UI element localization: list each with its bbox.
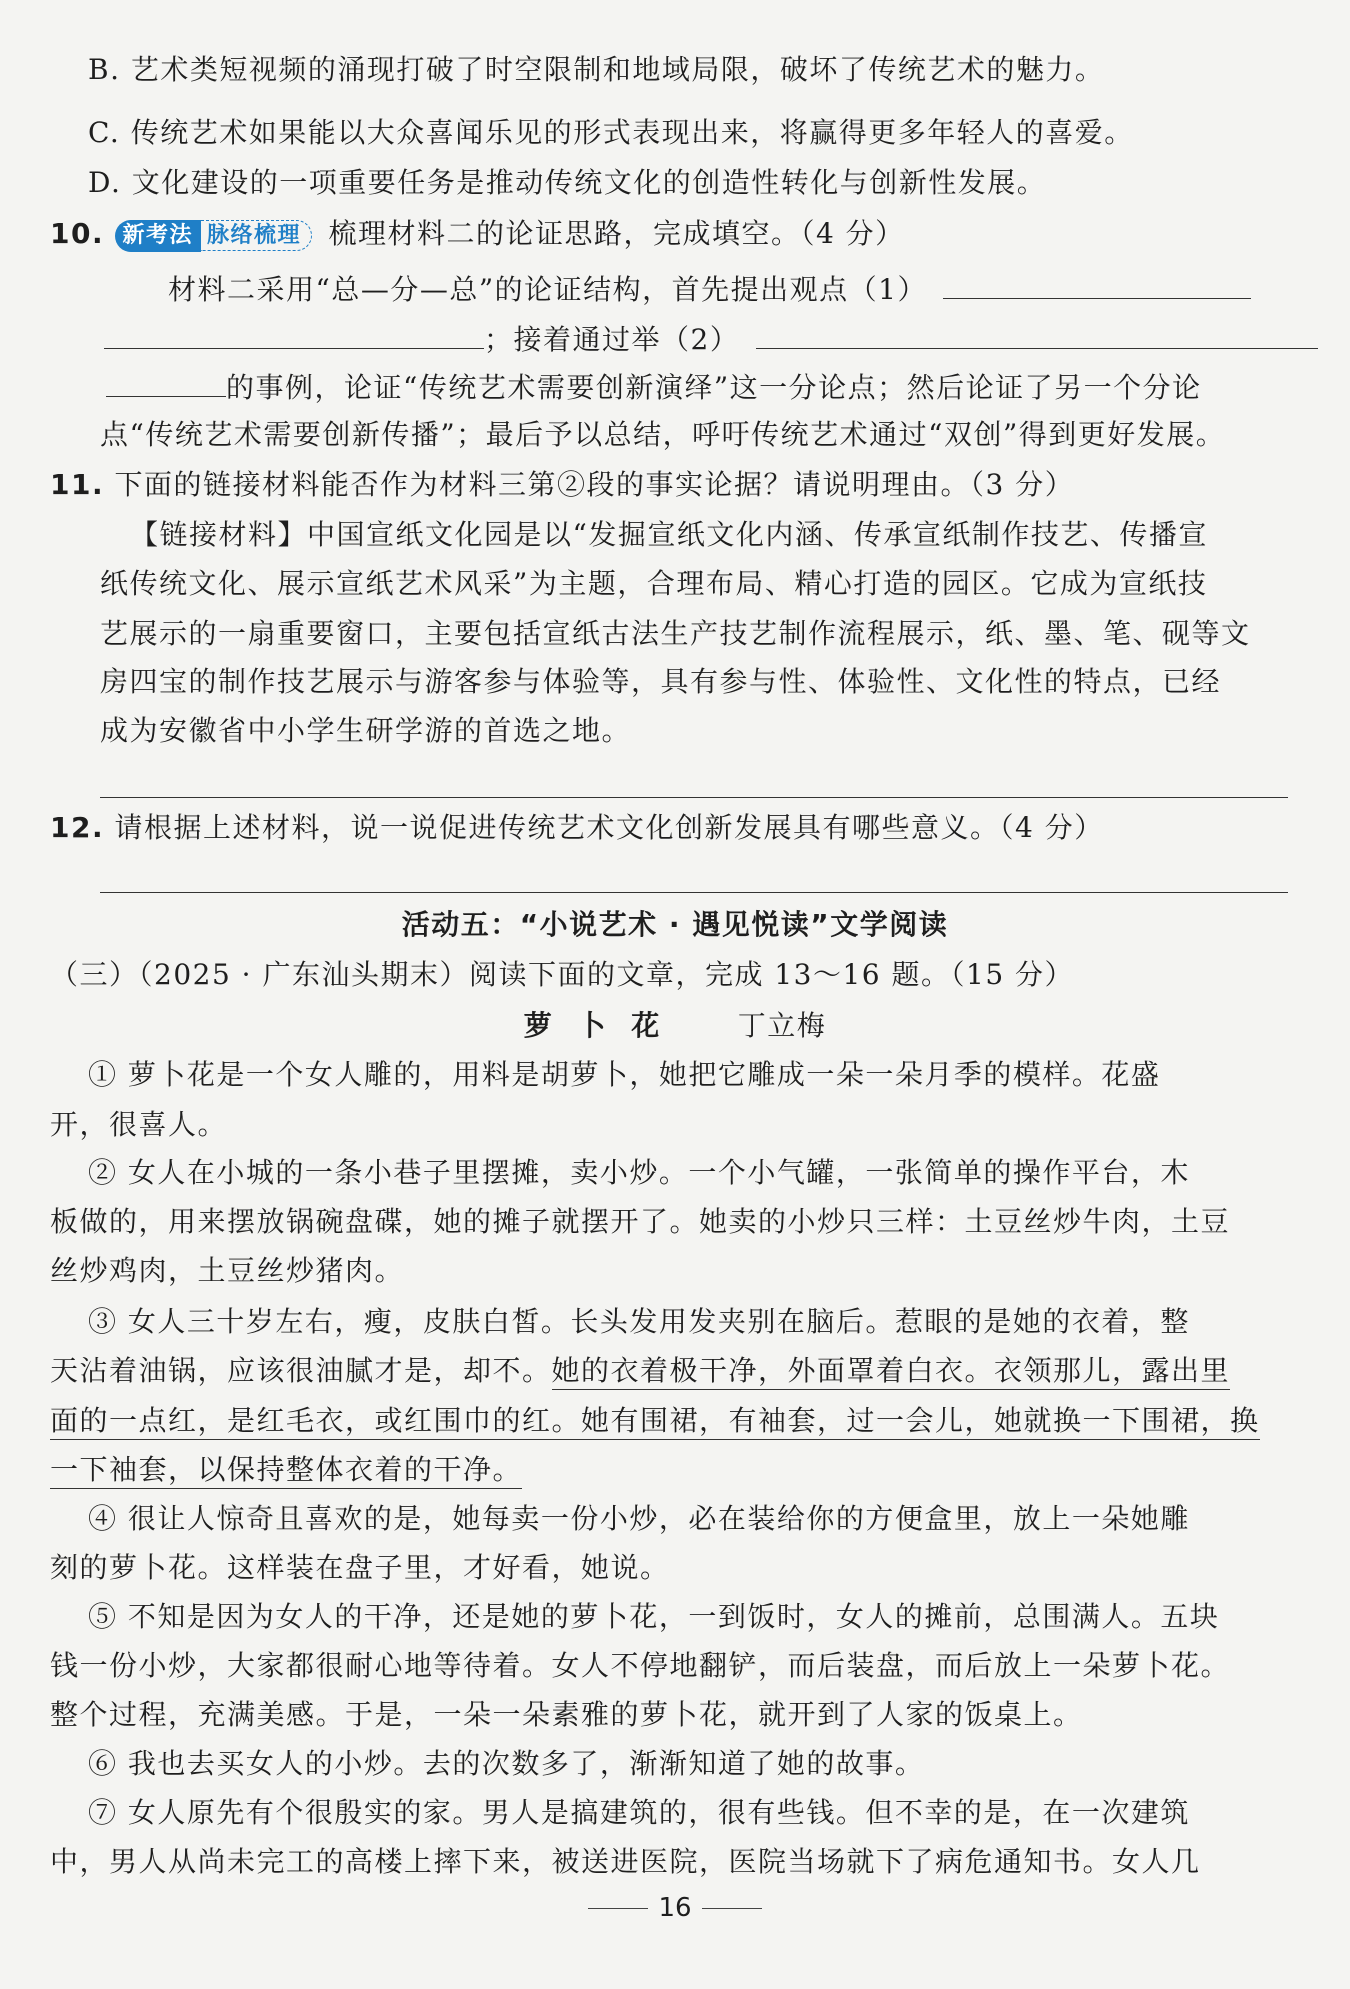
link-material-3: 艺展示的一扇重要窗口，主要包括宣纸古法生产技艺制作流程展示，纸、墨、笔、砚等文 [100, 617, 1251, 650]
q10-text-1: 材料二采用“总—分—总”的论证结构，首先提出观点（1） [168, 273, 927, 306]
paragraph-2: ② 女人在小城的一条小巷子里摆摊，卖小炒。一个小气罐，一张简单的操作平台，木 [88, 1156, 1190, 1189]
paragraph-2-cont: 丝炒鸡肉，土豆丝炒猪肉。 [50, 1254, 405, 1287]
tag-outline: 脉络梳理 [201, 220, 312, 251]
section-title: 活动五：“小说艺术 · 遇见悦读”文学阅读 [401, 908, 949, 941]
paragraph-1-cont: 开，很喜人。 [50, 1108, 228, 1141]
paragraph-5-cont: 钱一份小炒，大家都很耐心地等待着。女人不停地翻铲，而后装盘，而后放上一朵萝卜花。 [50, 1649, 1231, 1682]
paragraph-1: ① 萝卜花是一个女人雕的，用料是胡萝卜，她把它雕成一朵一朵月季的模样。花盛 [88, 1058, 1161, 1091]
question-stem: 梳理材料二的论证思路，完成填空。（4 分） [328, 217, 905, 250]
question-stem: 请根据上述材料，说一说促进传统艺术文化创新发展具有哪些意义。（4 分） [114, 811, 1104, 844]
paragraph-3: ③ 女人三十岁左右，瘦，皮肤白皙。长头发用发夹别在脑后。惹眼的是她的衣着，整 [88, 1305, 1190, 1338]
new-exam-tag [115, 220, 313, 252]
question-number: 11. [50, 468, 105, 501]
q10-line-2 [50, 318, 1300, 360]
answer-line-q12[interactable] [100, 892, 1288, 893]
tag-new-method: 新考法 [115, 220, 202, 252]
paragraph-6: ⑥ 我也去买女人的小炒。去的次数多了，渐渐知道了她的故事。 [88, 1747, 925, 1780]
page-dash-right [702, 1908, 762, 1909]
q10-line-4: 点“传统艺术需要创新传播”；最后予以总结，呼吁传统艺术通过“双创”得到更好发展。 [100, 418, 1226, 451]
paragraph-2-cont: 板做的，用来摆放锅碗盘碟，她的摊子就摆开了。她卖的小炒只三样：土豆丝炒牛肉，土豆 [50, 1205, 1231, 1238]
page-number-text: 16 [658, 1893, 692, 1923]
section-intro: （三）（2025 · 广东汕头期末）阅读下面的文章，完成 13～16 题。（15 分） [50, 958, 1075, 991]
paragraph-5-cont: 整个过程，充满美感。于是，一朵一朵素雅的萝卜花，就开到了人家的饭桌上。 [50, 1698, 1083, 1731]
underlined-sentence: 一下袖套，以保持整体衣着的干净。 [50, 1453, 522, 1489]
story-author: 丁立梅 [737, 1009, 827, 1042]
paragraph-3-cont [50, 1450, 1300, 1490]
paragraph-7: ⑦ 女人原先有个很殷实的家。男人是搞建筑的，很有些钱。但不幸的是，在一次建筑 [88, 1796, 1190, 1829]
question-12 [50, 808, 1300, 848]
answer-blank-2b[interactable] [106, 366, 226, 397]
q10-line-1 [168, 268, 1300, 310]
question-number: 12. [50, 811, 105, 844]
question-11 [50, 465, 1300, 505]
paragraph-5: ⑤ 不知是因为女人的干净，还是她的萝卜花，一到饭时，女人的摊前，总围满人。五块 [88, 1600, 1220, 1633]
q10-text-2: ；接着通过举（2） [484, 323, 740, 356]
paragraph-3-cont [50, 1401, 1300, 1441]
question-number: 10. [50, 217, 105, 250]
question-10 [50, 214, 1300, 254]
paragraph-3-cont [50, 1351, 1300, 1391]
answer-blank-2[interactable] [756, 318, 1318, 349]
link-material-5: 成为安徽省中小学生研学游的首选之地。 [100, 714, 632, 747]
answer-line-q11[interactable] [100, 797, 1288, 798]
paragraph-7-cont: 中，男人从尚未完工的高楼上摔下来，被送进医院，医院当场就下了病危通知书。女人几 [50, 1845, 1201, 1878]
option-b: B. 艺术类短视频的涌现打破了时空限制和地域局限，破坏了传统艺术的魅力。 [88, 53, 1105, 86]
q10-text-3: 的事例，论证“传统艺术需要创新演绎”这一分论点；然后论证了另一个分论 [226, 371, 1202, 404]
option-c: C. 传统艺术如果能以大众喜闻乐见的形式表现出来，将赢得更多年轻人的喜爱。 [88, 116, 1134, 149]
paragraph-4-cont: 刻的萝卜花。这样装在盘子里，才好看，她说。 [50, 1551, 670, 1584]
link-material-1: 【链接材料】中国宣纸文化园是以“发掘宣纸文化内涵、传承宣纸制作技艺、传播宣 [130, 518, 1208, 551]
q10-line-3 [50, 366, 1300, 408]
story-title: 萝 卜 花 [523, 1009, 668, 1042]
page-number [0, 1893, 1350, 1923]
paragraph-3-text: 天沾着油锅，应该很油腻才是，却不。 [50, 1354, 552, 1387]
link-material-2: 纸传统文化、展示宣纸艺术风采”为主题，合理布局、精心打造的园区。它成为宣纸技 [100, 567, 1208, 600]
answer-blank-1b[interactable] [104, 318, 484, 349]
paragraph-4: ④ 很让人惊奇且喜欢的是，她每卖一份小炒，必在装给你的方便盒里，放上一朵她雕 [88, 1502, 1190, 1535]
page-dash-left [588, 1908, 648, 1909]
question-stem: 下面的链接材料能否作为材料三第②段的事实论据？请说明理由。（3 分） [114, 468, 1075, 501]
story-heading [50, 1006, 1300, 1046]
answer-blank-1[interactable] [943, 268, 1251, 299]
link-material-4: 房四宝的制作技艺展示与游客参与体验等，具有参与性、体验性、文化性的特点，已经 [100, 665, 1222, 698]
option-d: D. 文化建设的一项重要任务是推动传统文化的创造性转化与创新性发展。 [88, 166, 1047, 199]
underlined-sentence: 她的衣着极干净，外面罩着白衣。衣领那儿，露出里 [552, 1354, 1231, 1390]
underlined-sentence: 面的一点红，是红毛衣，或红围巾的红。她有围裙，有袖套，过一会儿，她就换一下围裙，换 [50, 1404, 1260, 1440]
